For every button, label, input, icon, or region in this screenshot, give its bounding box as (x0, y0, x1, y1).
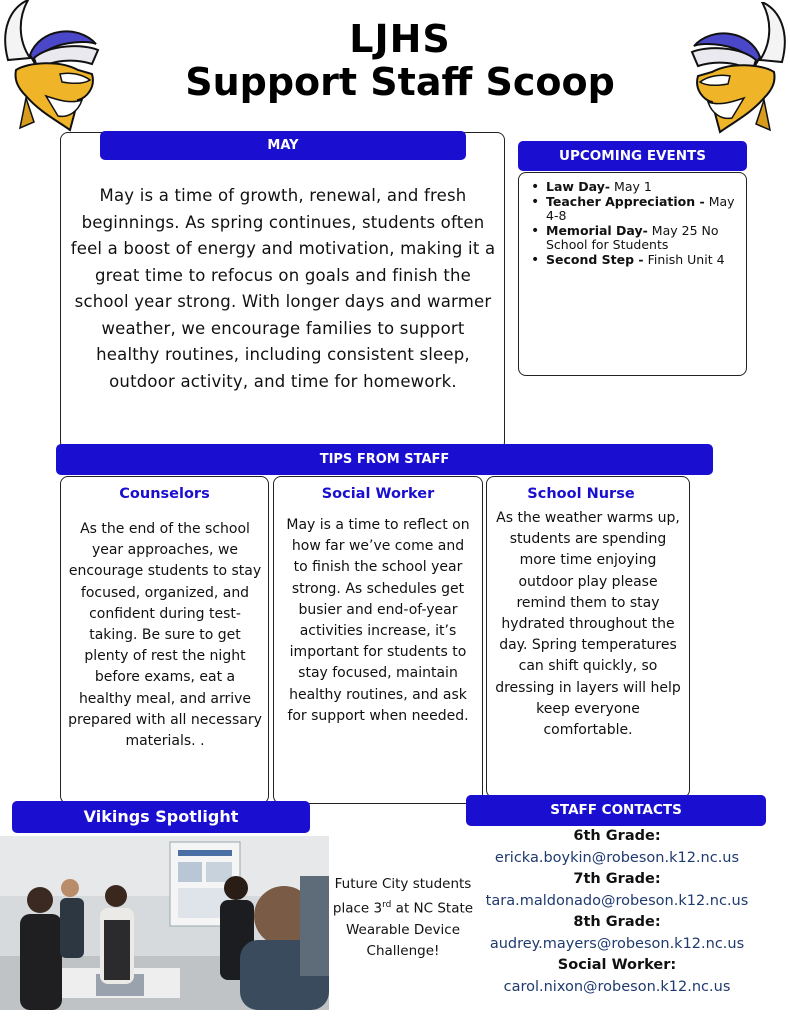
viking-mascot-right-icon (680, 2, 790, 137)
newsletter-title (140, 18, 660, 103)
spotlight-heading: Vikings Spotlight (12, 801, 310, 833)
may-body-text: May is a time of growth, renewal, and fresh beginnings. As spring continues, students often feel a boost of energy and motivation, making it a great time to refocus on goals and finish the school year strong. With longer days and warmer weather, we encourage families to support healthy routines, including consistent sleep, outdoor activity, and time for homework. (70, 186, 496, 391)
social-worker-text: May is a time to reflect on how far we’ve come and to finish the school year strong. As schedules get busier and end-of-year activities increase, it’s important for students to stay focused, maintain healthy routines, and ask for support when needed. (286, 517, 470, 724)
contact-role: 8th Grade: (573, 914, 661, 930)
spotlight-text: Future City students place 3rd at NC State Wearable Device Challenge! (332, 876, 474, 959)
contact-role: 6th Grade: (573, 828, 661, 844)
event-item: • Second Step - Finish Unit 4 (528, 253, 743, 268)
contacts-list (466, 826, 768, 998)
event-item: • Teacher Appreciation - May 4-8 (528, 195, 743, 224)
students-photo-illustration (0, 836, 329, 1010)
viking-mascot-left-icon (0, 0, 110, 135)
may-heading: MAY (100, 131, 466, 160)
tips-heading: TIPS FROM STAFF (56, 444, 713, 475)
counselors-title: Counselors (119, 486, 210, 502)
nurse-text: As the weather warms up, students are spending more time enjoying outdoor play please remind them to stay hydrated throughout the day. Spring temperatures can shift quickly, so dressing in layers will help keep everyone comfortable. (495, 510, 681, 739)
spotlight-photo (0, 836, 329, 1010)
events-list (528, 180, 743, 267)
title-line-newsletter: Support Staff Scoop (185, 59, 615, 104)
contact-role: 7th Grade: (573, 871, 661, 887)
events-heading: UPCOMING EVENTS (518, 141, 747, 171)
nurse-title: School Nurse (527, 486, 635, 502)
contact-email[interactable]: carol.nixon@robeson.k12.nc.us (503, 979, 731, 995)
contact-email[interactable]: audrey.mayers@robeson.k12.nc.us (489, 936, 745, 952)
event-item: • Memorial Day- May 25 No School for Students (528, 224, 743, 253)
contact-email[interactable]: ericka.boykin@robeson.k12.nc.us (494, 850, 740, 866)
contact-email[interactable]: tara.maldonado@robeson.k12.nc.us (485, 893, 749, 909)
counselors-text: As the end of the school year approaches, we encourage students to stay focused, organized, and confident during test-taking. Be sure to get plenty of rest the night before exams, eat a healthy meal, and arrive prepared with all necessary materials. . (68, 521, 262, 750)
title-line-school: LJHS (349, 17, 451, 61)
contacts-heading: STAFF CONTACTS (466, 795, 766, 826)
event-item: • Law Day- May 1 (528, 180, 743, 195)
social-worker-title: Social Worker (321, 486, 435, 502)
contact-role: Social Worker: (557, 957, 677, 973)
